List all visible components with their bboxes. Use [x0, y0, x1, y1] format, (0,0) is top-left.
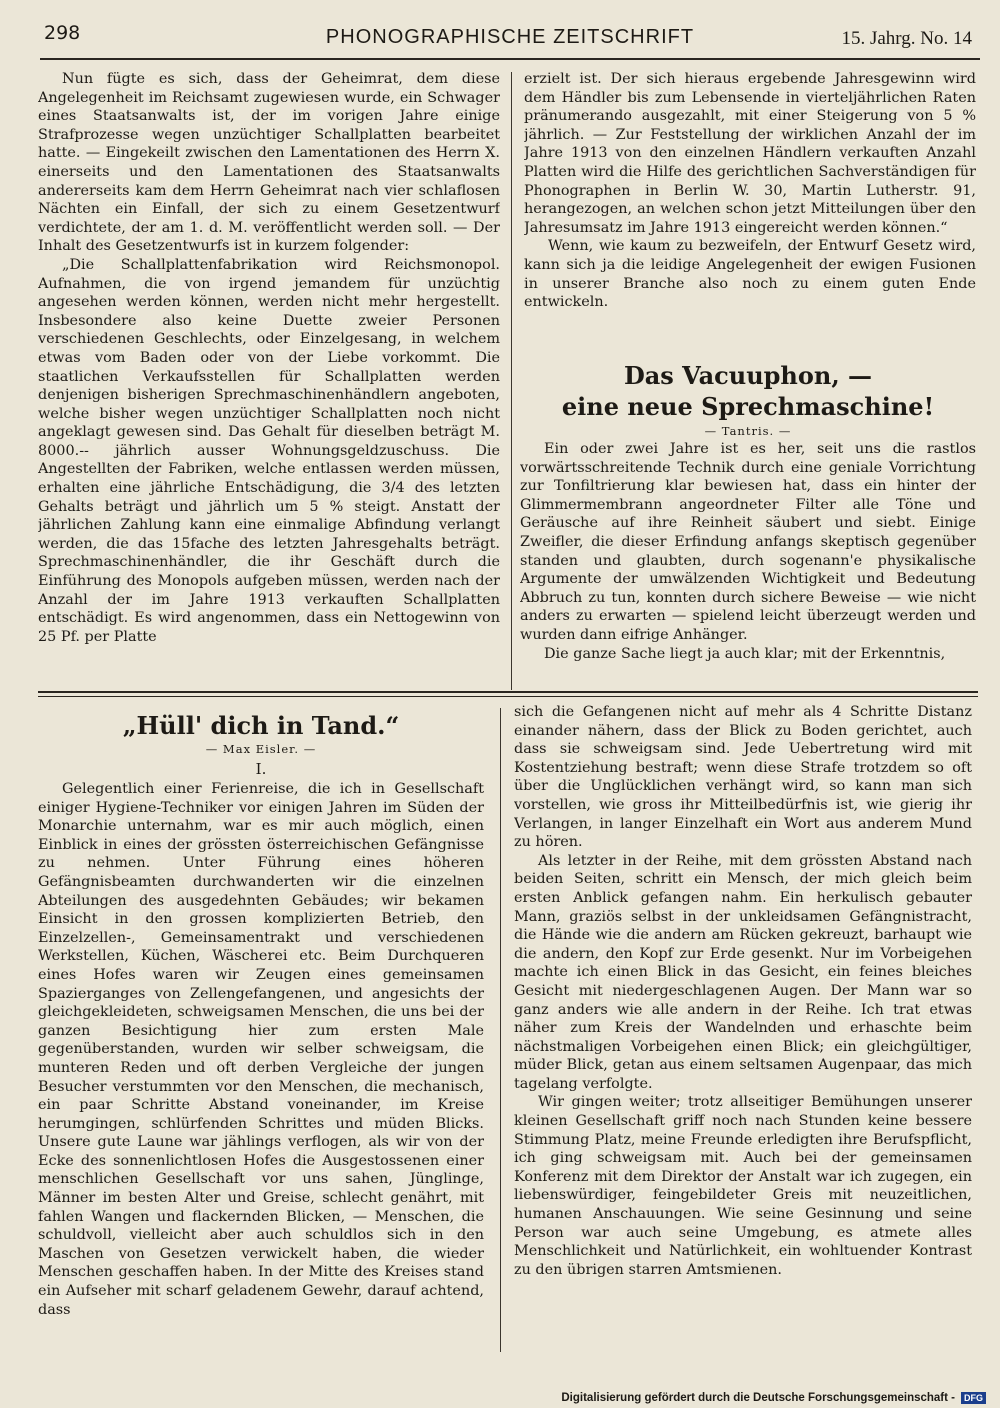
huell-column-right	[514, 703, 972, 1357]
page-number: 298	[44, 22, 81, 44]
vacuuphon-headline	[520, 360, 976, 422]
digitization-credit	[561, 1392, 986, 1404]
paragraph: Als letzter in der Reihe, mit dem grössten Abstand nach beiden Seiten, schritt ein Mensch, der mich gleich beim ersten Anblick gefangen nahm. Ein herkulisch gebauter Mann, graziös selbst in der unkleidsamen Gefängnistracht, die Hände wie die andern am Rücken gekreuzt, barhaupt wie die andern, den Kopf zur Erde gesenkt. Nur im Vorbeigehen machte ich einen Blick in das Gesicht, ein feines bleiches Gesicht mit niedergeschlagenen Augen. Der Mann war so ganz anders wie alle andern in der Reihe. Ich trat etwas näher zum Kreis der Wandelnden und erhaschte beim nächstmaligen Vorbeigehen einen Blick; ein gleichgültiger, müder Blick, getan aus einem seltsamen Augenpaar, das mich tagelang verfolgte.	[514, 852, 972, 1092]
huell-section-number: I.	[255, 760, 267, 778]
paragraph: Die ganze Sache liegt ja auch klar; mit der Erkenntnis,	[544, 645, 946, 662]
vacuuphon-title-line1: Das Vacuuphon, —	[623, 361, 873, 390]
vacuuphon-author: — Tantris. —	[704, 424, 792, 438]
huell-author: — Max Eisler. —	[205, 742, 317, 756]
section-rule	[38, 691, 978, 693]
column-divider	[511, 72, 512, 690]
paragraph: Ein oder zwei Jahre ist es her, seit uns die rastlos vorwärtsschreitende Technik durch eine geniale Vorrichtung zur Tonfiltrierung klar bewiesen hat, dass ein hinter der Glimmermembrann angeordneter Filter alle Töne und Geräusche auf ihre Reinheit säubert und siebt. Einige Zweifler, die dieser Erfindung anfangs skeptisch gegenüber standen und glaubten, durch sogenann'e physikalische Argumente der umwälzenden Wichtigkeit und Bedeutung Abbruch zu tun, konnten durch sichere Beweise — wie nicht anders zu erwarten — spielend leicht überzeugt werden und wurden dann eifrige Anhänger.	[520, 441, 976, 643]
paragraph: Wenn, wie kaum zu bezweifeln, der Entwurf Gesetz wird, kann sich ja die leidige Angelegenheit der ewigen Fusionen in unserer Branche also noch zu einem guten Ende entwickeln.	[524, 238, 976, 311]
column-divider-lower	[500, 708, 501, 1352]
paragraph: Gelegentlich einer Ferienreise, die ich in Gesellschaft einiger Hygiene-Techniker vor einigen Jahren im Süden der Monarchie unternahm, war es mir auch möglich, einen Einblick in eines der grössten österreichischen Gefängnisse zu nehmen. Unter Führung eines höheren Gefängnisbeamten durchwanderten wir die einzelnen Abteilungen des ausgedehnten Gebäudes; wir bekamen Einsicht in den grossen komplizierten Betrieb, den Einzelzellen-, Gemeinsamentrakt und verschiedenen Werkstellen, Küchen, Wäscherei etc. Beim Durchqueren eines Hofes waren wir Zeugen eines gemeinsamen Spazierganges von Zellengefangenen, und angesichts der gleichgekleideten, schweigsamen Menschen, die uns bei der ganzen Besichtigung hier zum ersten Male gegenüberstanden, wurden wir selber schweigsam, die munteren Reden und oft derben Vergleiche der jungen Besucher verstummten vor den Menschen, die mechanisch, ein paar Schritte Abstand voneinander, im Kreise herumgingen, schlürfenden Schrittes und müden Blicks. Unsere gute Laune war jählings verflogen, als wir von der Ecke des sonnenlichtlosen Hofes die Ausgestossenen einer menschlichen Gesellschaft vor uns sahen, Jünglinge, Männer im besten Alter und Greise, schlecht genährt, mit fahlen Wangen und flackernden Blicken, — Menschen, die schuldvoll, vielleicht aber auch schuldlos sich in den Maschen von Gesetzen verwickelt haben, die wieder Menschen geschaffen haben. In der Mitte des Kreises stand ein Aufseher mit scharf geladenem Gewehr, darauf achtend, dass	[38, 781, 484, 1318]
dfg-logo: DFG	[961, 1392, 986, 1404]
paragraph: „Die Schallplattenfabrikation wird Reichsmonopol. Aufnahmen, die von irgend jemandem für unzüchtig angesehen werden können, werden nicht mehr hergestellt. Insbesondere also keine Duette zweier Personen verschiedenen Geschlechts, oder Einzelgesang, in welchem etwas vom Baden oder von der Liebe vorkommt. Die staatlichen Verkaufsstellen für Schallplatten werden denjenigen bisherigen Sprechmaschinenhändlern angeboten, welche bisher wegen unzüchtiger Schallplatten noch nicht angeklagt gewesen sind. Das Gehalt für dieselben beträgt M. 8000.-- jährlich ausser Wohnungsgeldzuschuss. Die Angestellten der Fabriken, welche entlassen werden müssen, erhalten eine jährliche Entschädigung, die 3/4 des letzten Gehalts beträgt und jährlich um 5 % steigt. Anstatt der jährlichen Zahlung kann eine einmalige Abfindung verlangt werden, die das 15fache des letzten Jahresgehalts beträgt. Sprechmaschinenhändler, die ihr Geschäft durch die Einführung des Monopols aufgeben müssen, werden nach der Anzahl der im Jahre 1913 verkauften Schallplatten entschädigt. Es wird angenommen, dass ein Nettogewinn von 25 Pf. per Platte	[38, 256, 500, 645]
paragraph: sich die Gefangenen nicht auf mehr als 4 Schritte Distanz einander nähern, dass der Blick zu Boden gerichtet, auch dass sie schweigsam sind. Jede Uebertretung wird mit Kostentziehung bestraft; wenn diese Strafe trotzdem so oft über die Unglücklichen verhängt wird, so kann man sich vorstellen, wie gross ihr Mitteilbedürfnis ist, wie gierig ihr Verlangen, in langer Einzelhaft ein Wort aus anderem Mund zu hören.	[514, 704, 972, 851]
paragraph: Wir gingen weiter; trotz allseitiger Bemühungen unserer kleinen Gesellschaft griff noch nach Stunden keine bessere Stimmung Platz, meine Freunde erledigten ihre Berufspflicht, ich ging schweigsam mit. Auch bei der gemeinsamen Konferenz mit dem Direktor der Anstalt war ich zugegen, ein liebenswürdiger, feingebildeter Greis mit neuzeitlichen, humanen Anschauungen. Wie seine Gesinnung und seine Person war auch seine Umgebung, es atmete alles Menschlichkeit und Natürlichkeit, ein wohltuender Kontrast zu den übrigen starren Amtsmienen.	[514, 1094, 972, 1278]
paragraph: Nun fügte es sich, dass der Geheimrat, dem diese Angelegenheit im Reichsamt zugewiesen wurde, ein Schwager eines Staatsanwalts ist, der im vorigen Jahre einige Strafprozesse wegen unzüchtiger Schallplatten bearbeitet hatte. — Eingekeilt zwischen den Lamentationen des Herrn X. einerseits und den Lamentationen des Staatsanwalts andererseits kam dem Herrn Geheimrat nach vier schlaflosen Nächten ein Einfall, der sich zu einem Gesetzentwurf verdichtete, der am 1. d. M. veröffentlicht werden soll. — Der Inhalt des Gesetzentwurfs ist in kurzem folgender:	[38, 71, 500, 255]
journal-title: PHONOGRAPHISCHE ZEITSCHRIFT	[325, 26, 695, 48]
column-top-left	[38, 70, 500, 686]
page-header	[40, 22, 980, 60]
column-top-right	[524, 70, 976, 340]
credit-text: Digitalisierung gefördert durch die Deutsche Forschungsgemeinschaft -	[561, 1392, 955, 1404]
vacuuphon-title-line2: eine neue Sprechmaschine!	[561, 392, 935, 421]
huell-headline: „Hüll' dich in Tand.“	[122, 711, 400, 740]
huell-column-left	[38, 780, 484, 1358]
section-rule-thin	[38, 696, 978, 697]
issue-label: 15. Jahrg. No. 14	[841, 28, 972, 49]
paragraph: erzielt ist. Der sich hieraus ergebende Jahresgewinn wird dem Händler bis zum Lebensende in vierteljährlichen Raten pränumerando ausgezahlt, mit einer Steigerung von 5 % jährlich. — Zur Feststellung der wirklichen Anzahl der im Jahre 1913 von den einzelnen Händlern verkauften Anzahl Platten wird die Hilfe des gerichtlichen Sachverständigen für Phonographen in Berlin W. 30, Martin Lutherstr. 91, herangezogen, an welchen schon jetzt Mitteilungen über den Jahresumsatz im Jahre 1913 eingereicht werden können.“	[524, 71, 976, 236]
vacuuphon-article-body	[520, 440, 976, 698]
